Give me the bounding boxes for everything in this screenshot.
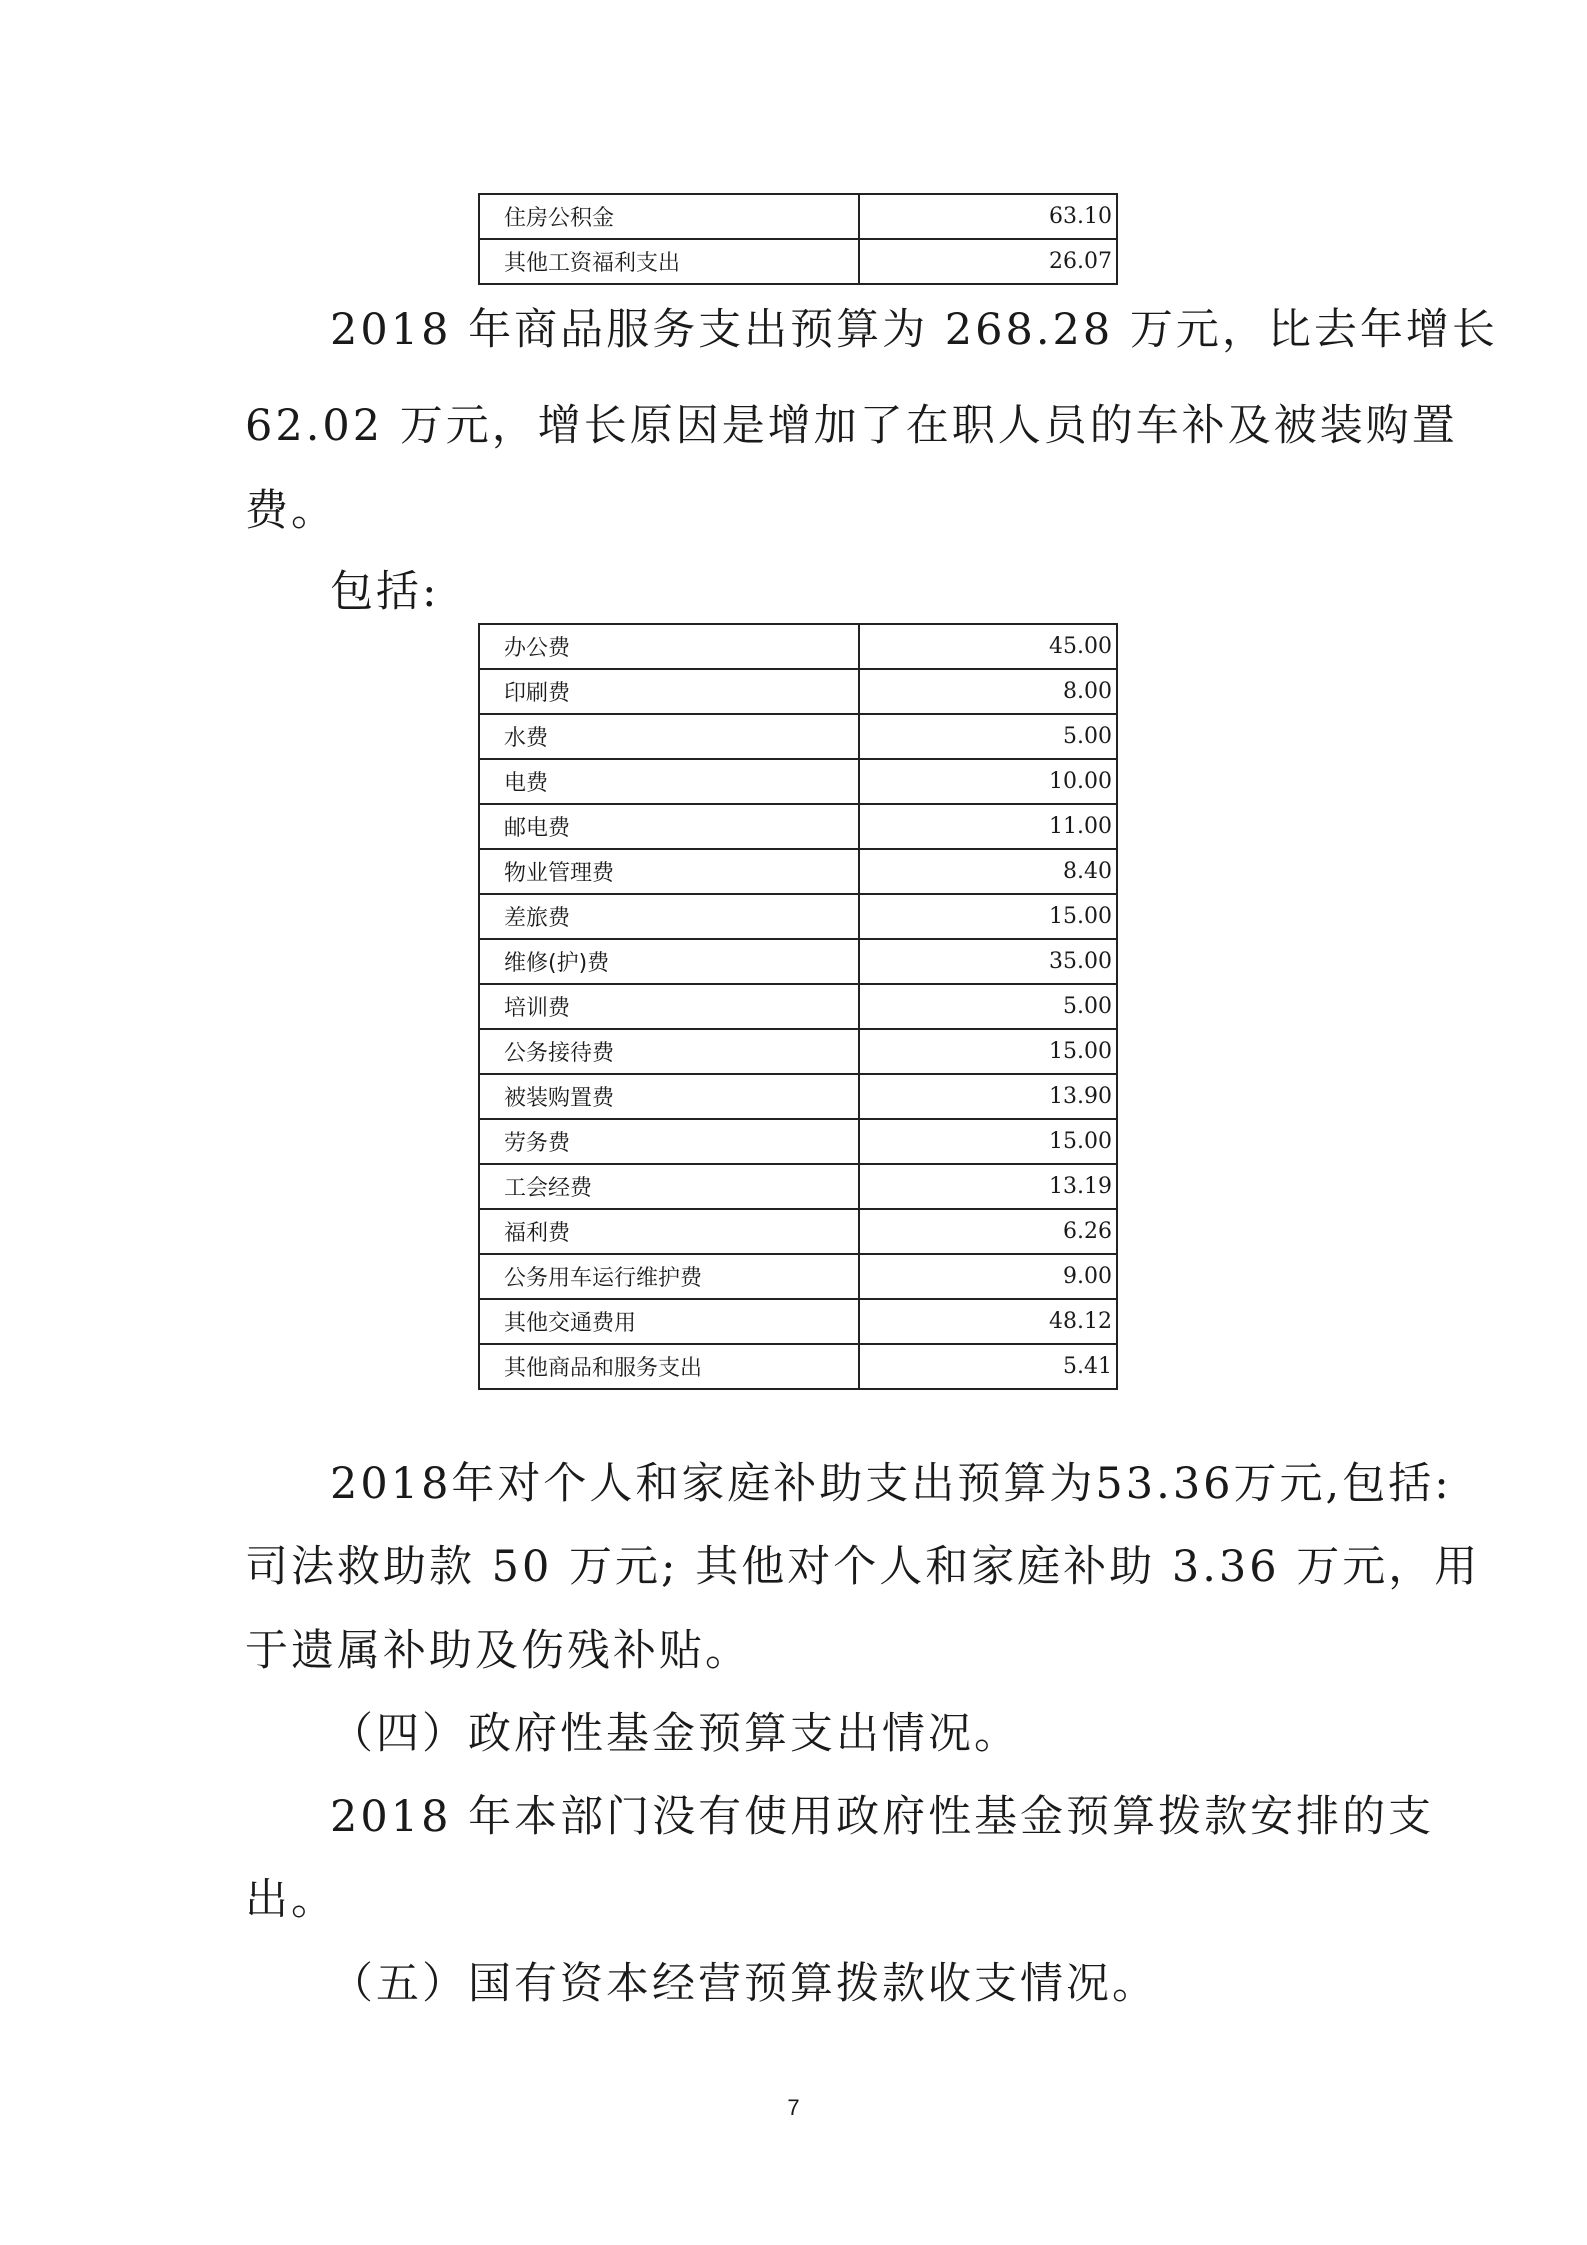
item-name: 电费 — [479, 759, 859, 804]
item-name: 劳务费 — [479, 1119, 859, 1164]
goods-services-table — [478, 623, 1118, 1390]
item-name: 培训费 — [479, 984, 859, 1029]
para3-line1: 2018 年本部门没有使用政府性基金预算拨款安排的支 — [330, 1792, 1435, 1842]
item-name: 其他交通费用 — [479, 1299, 859, 1344]
table-row — [479, 1299, 1117, 1344]
para1-line1: 2018 年商品服务支出预算为 268.28 万元，比去年增长 — [330, 305, 1498, 355]
table-row — [479, 759, 1117, 804]
table-row — [479, 669, 1117, 714]
item-amount: 9.00 — [859, 1254, 1117, 1299]
item-name: 水费 — [479, 714, 859, 759]
para1-line2: 62.02 万元，增长原因是增加了在职人员的车补及被装购置 — [245, 401, 1458, 451]
para2-line2: 司法救助款 50 万元; 其他对个人和家庭补助 3.36 万元，用 — [245, 1542, 1481, 1592]
item-amount: 35.00 — [859, 939, 1117, 984]
item-amount: 6.26 — [859, 1209, 1117, 1254]
item-amount: 5.41 — [859, 1344, 1117, 1389]
table-row — [479, 239, 1117, 284]
item-name: 工会经费 — [479, 1164, 859, 1209]
section4-heading: （四）政府性基金预算支出情况。 — [330, 1709, 1020, 1759]
item-amount: 15.00 — [859, 1119, 1117, 1164]
item-name: 其他商品和服务支出 — [479, 1344, 859, 1389]
item-name: 公务用车运行维护费 — [479, 1254, 859, 1299]
item-name: 被装购置费 — [479, 1074, 859, 1119]
item-amount: 10.00 — [859, 759, 1117, 804]
item-name: 住房公积金 — [479, 194, 859, 239]
item-name: 物业管理费 — [479, 849, 859, 894]
table-row — [479, 984, 1117, 1029]
item-amount: 5.00 — [859, 984, 1117, 1029]
para1-line3: 费。 — [245, 486, 337, 536]
item-name: 其他工资福利支出 — [479, 239, 859, 284]
table-row — [479, 1209, 1117, 1254]
item-amount: 8.00 — [859, 669, 1117, 714]
para3-line2: 出。 — [245, 1875, 337, 1925]
page-number: 7 — [787, 2095, 800, 2120]
item-name: 维修(护)费 — [479, 939, 859, 984]
table-row — [479, 939, 1117, 984]
table-row — [479, 1119, 1117, 1164]
table-row — [479, 1029, 1117, 1074]
includes-label: 包括: — [330, 567, 440, 617]
item-amount: 11.00 — [859, 804, 1117, 849]
table-row — [479, 1074, 1117, 1119]
table-row — [479, 849, 1117, 894]
item-name: 印刷费 — [479, 669, 859, 714]
table-row — [479, 1254, 1117, 1299]
table-row — [479, 1164, 1117, 1209]
item-amount: 8.40 — [859, 849, 1117, 894]
item-name: 办公费 — [479, 624, 859, 669]
item-name: 差旅费 — [479, 894, 859, 939]
item-amount: 13.90 — [859, 1074, 1117, 1119]
item-amount: 26.07 — [859, 239, 1117, 284]
item-amount: 45.00 — [859, 624, 1117, 669]
item-amount: 15.00 — [859, 894, 1117, 939]
item-name: 公务接待费 — [479, 1029, 859, 1074]
salary-items-table — [478, 193, 1118, 285]
section5-heading: （五）国有资本经营预算拨款收支情况。 — [330, 1959, 1158, 2009]
table-row — [479, 194, 1117, 239]
table-row — [479, 1344, 1117, 1389]
item-name: 福利费 — [479, 1209, 859, 1254]
item-amount: 13.19 — [859, 1164, 1117, 1209]
para2-line1: 2018年对个人和家庭补助支出预算为53.36万元,包括: — [330, 1459, 1452, 1509]
para2-line3: 于遗属补助及伤残补贴。 — [245, 1626, 751, 1676]
table-row — [479, 804, 1117, 849]
item-amount: 48.12 — [859, 1299, 1117, 1344]
table-row — [479, 624, 1117, 669]
item-amount: 63.10 — [859, 194, 1117, 239]
table-row — [479, 714, 1117, 759]
item-amount: 15.00 — [859, 1029, 1117, 1074]
table-row — [479, 894, 1117, 939]
item-name: 邮电费 — [479, 804, 859, 849]
item-amount: 5.00 — [859, 714, 1117, 759]
